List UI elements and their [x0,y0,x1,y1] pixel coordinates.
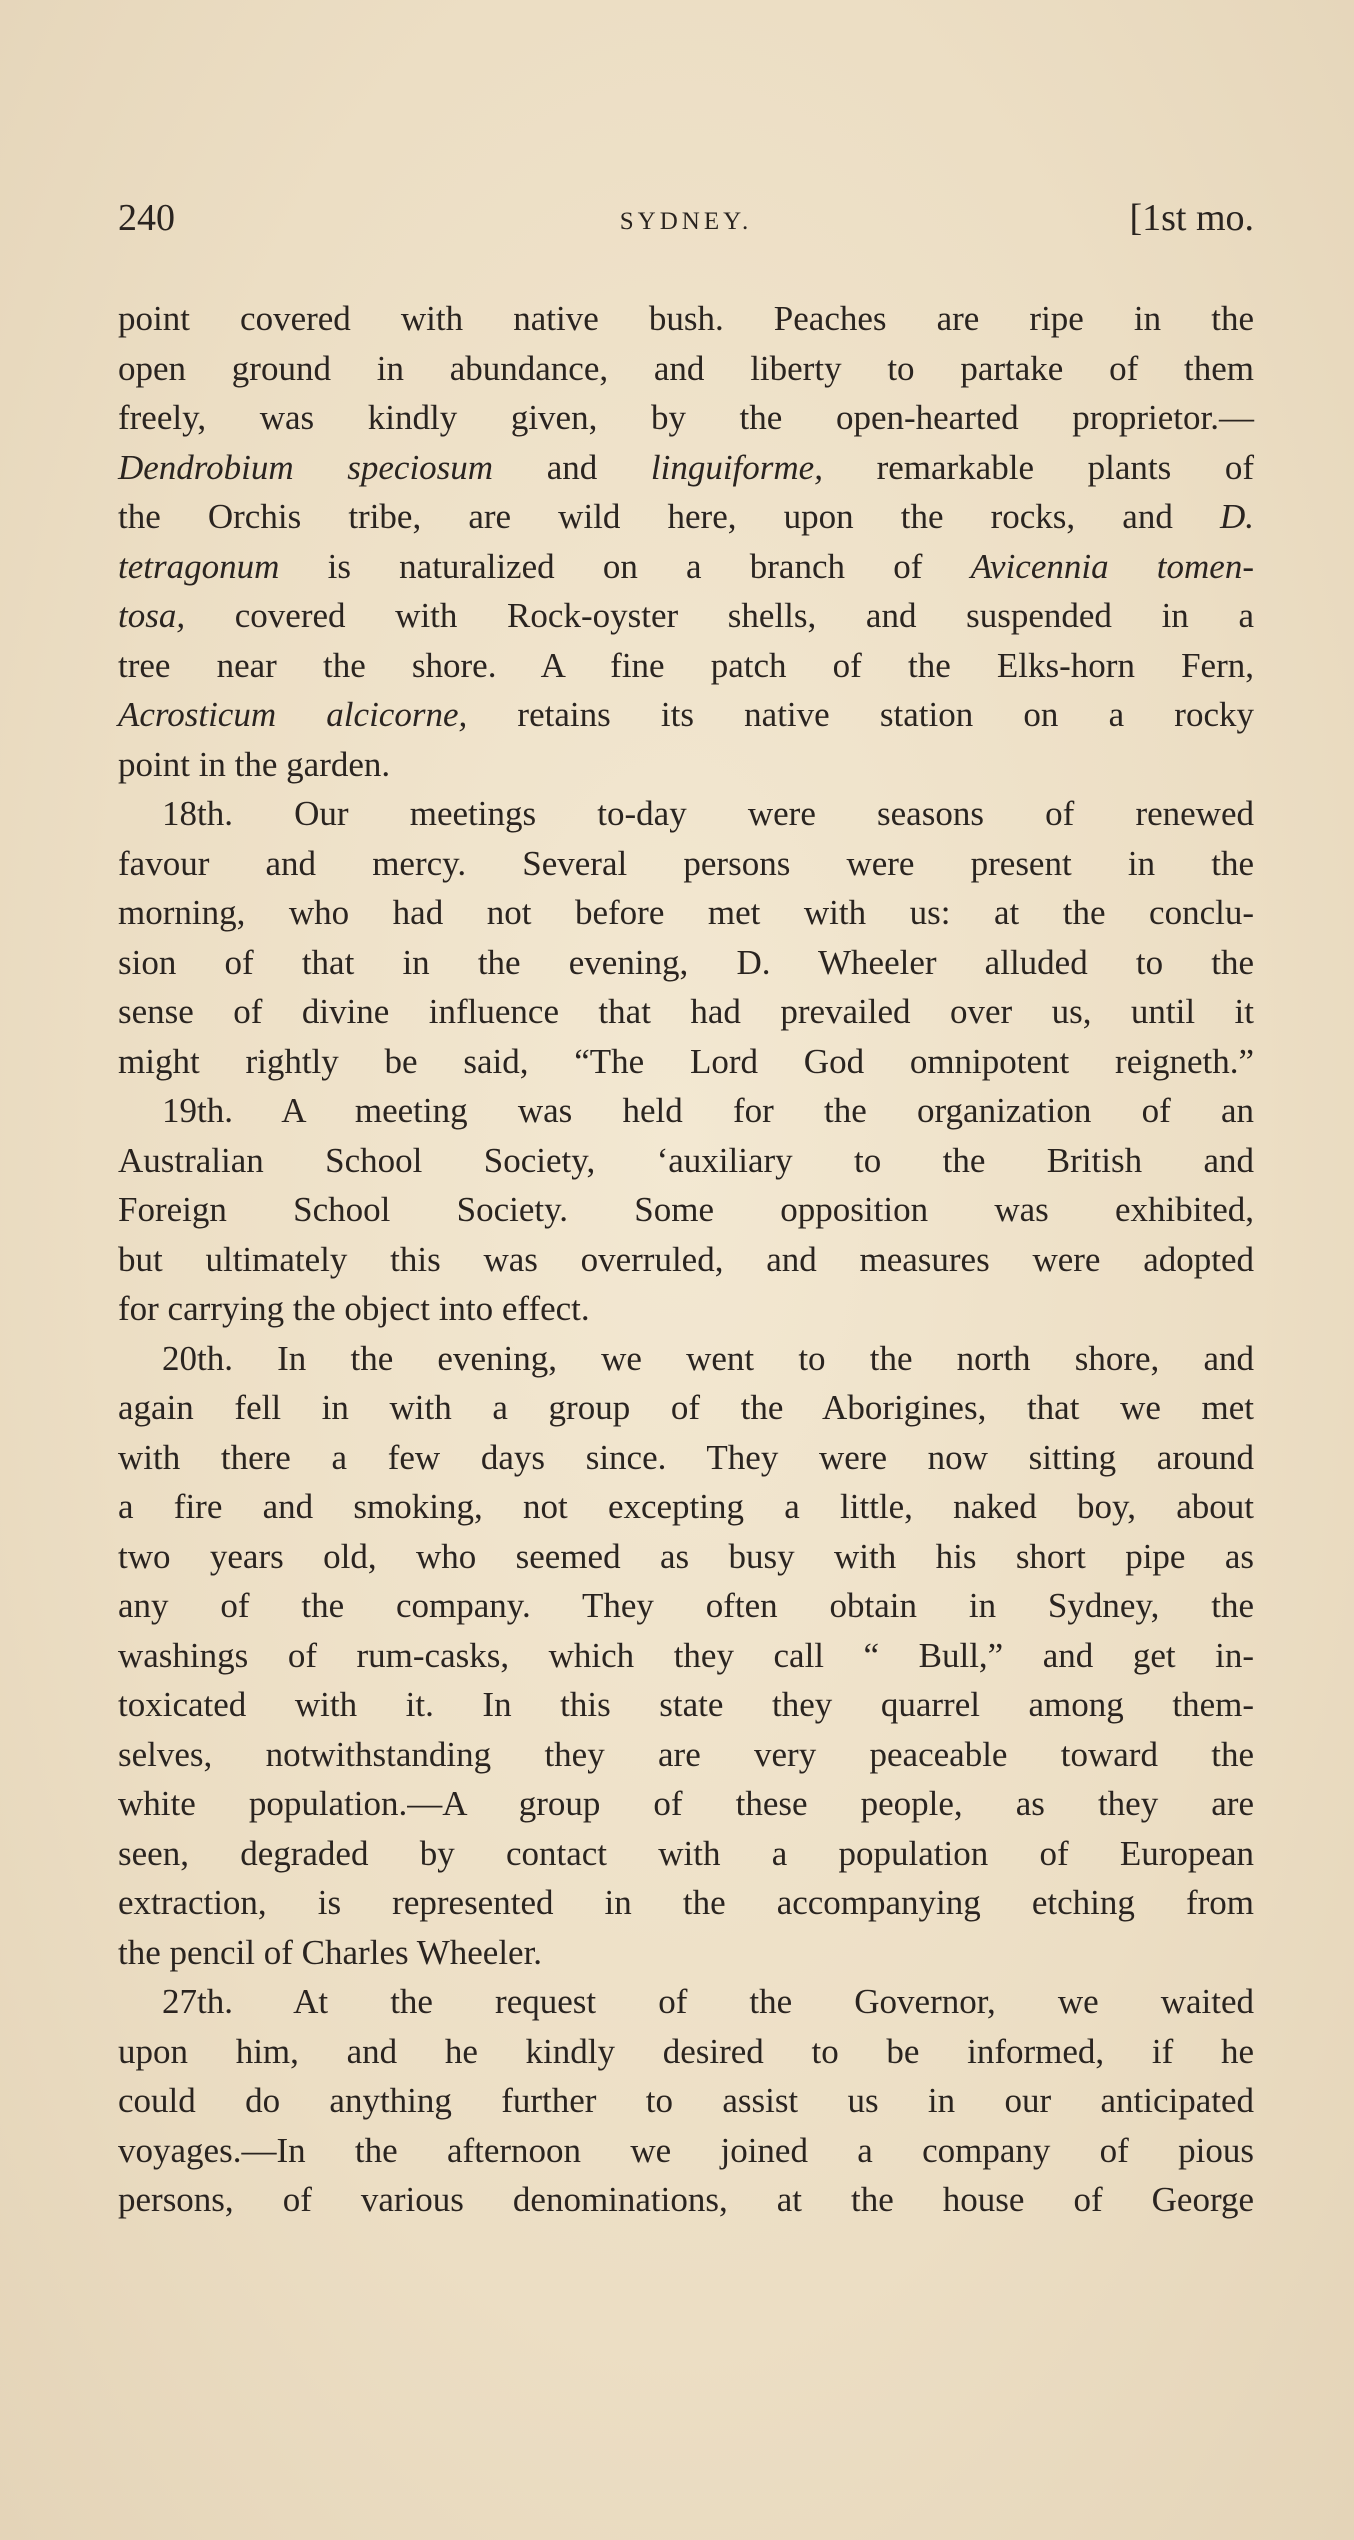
text-line: seen, degraded by contact with a population of European [118,1833,1254,1873]
species-name: linguiforme, [650,447,823,487]
text-line [118,443,1254,493]
species-name: Dendrobium speciosum [118,447,494,487]
text-line [118,492,1254,542]
month-marker: [1st mo. [1129,197,1254,239]
text-line: point in the garden. [118,744,391,784]
text-line: Australian School Society, ‘auxiliary to the British and [118,1140,1254,1180]
text-line: open ground in abundance, and liberty to partake of them [118,348,1254,388]
text-fragment: covered with Rock-oyster shells, and suspended in a [185,596,1254,635]
text-line: with there a few days since. They were now sitting around [118,1437,1254,1477]
text-line: upon him, and he kindly desired to be informed, if he [118,2031,1254,2071]
text-line: a fire and smoking, not excepting a little, naked boy, about [118,1487,1254,1526]
text-line: but ultimately this was overruled, and measures were adopted [118,1239,1254,1279]
text-line: tree near the shore. A fine patch of the Elks-horn Fern, [118,645,1254,685]
text-line: 20th. In the evening, we went to the north shore, and [162,1338,1254,1378]
text-line: for carrying the object into effect. [118,1289,590,1328]
species-name: tetragonum [118,546,280,586]
text-line: any of the company. They often obtain in Sydney, the [118,1586,1254,1625]
text-fragment: retains its native station on a rocky [467,695,1254,734]
text-line: favour and mercy. Several persons were present in the [118,843,1254,883]
text-line: morning, who had not before met with us: at the conclu- [118,893,1254,932]
text-line: again fell in with a group of the Aborigines, that we met [118,1388,1254,1427]
text-line: toxicated with it. In this state they quarrel among them- [118,1685,1254,1724]
text-line: might rightly be said, “The Lord God omnipotent reigneth.” [118,1041,1254,1081]
text-fragment: and [493,447,651,487]
species-name: Avicennia tomen- [970,546,1254,586]
text-line [118,690,1254,740]
text-line: selves, notwithstanding they are very peaceable toward the [118,1734,1254,1774]
text-line: could do anything further to assist us in our anticipated [118,2081,1254,2120]
species-name: tosa, [118,596,186,635]
text-line: two years old, who seemed as busy with his short pipe as [118,1536,1254,1576]
text-fragment: remarkable plants of [822,447,1254,487]
running-title: SYDNEY. [619,208,753,235]
text-fragment: is naturalized on a branch of [279,546,971,586]
text-line: sense of divine influence that had prevailed over us, until it [118,992,1254,1031]
text-line: sion of that in the evening, D. Wheeler alluded to the [118,942,1254,982]
text-line: freely, was kindly given, by the open-hearted proprietor.— [118,398,1254,437]
text-line: point covered with native bush. Peaches are ripe in the [118,299,1254,338]
text-line: the pencil of Charles Wheeler. [118,1932,543,1972]
text-line: 27th. At the request of the Governor, we waited [162,1982,1254,2021]
page-number: 240 [118,197,175,239]
text-line: 18th. Our meetings to-day were seasons of renewed [162,794,1254,833]
body-text [118,294,1254,2225]
running-header [118,196,1254,256]
text-line: Foreign School Society. Some opposition was exhibited, [118,1190,1254,1229]
text-line: white population.—A group of these people, as they are [118,1784,1254,1823]
species-name: D. [1219,497,1254,536]
text-line: extraction, is represented in the accompanying etching from [118,1883,1254,1922]
text-line [118,542,1254,592]
text-line: voyages.—In the afternoon we joined a company of pious [118,2130,1254,2170]
text-line: washings of rum-casks, which they call “ Bull,” and get in- [118,1635,1254,1675]
text-line: persons, of various denominations, at the house of George [118,2180,1254,2219]
book-page [118,196,1254,2219]
text-line: 19th. A meeting was held for the organization of an [162,1091,1254,1130]
text-line [118,591,1254,641]
text-fragment: the Orchis tribe, are wild here, upon the rocks, and [118,497,1220,536]
species-name: Acrosticum alcicorne, [118,695,468,734]
